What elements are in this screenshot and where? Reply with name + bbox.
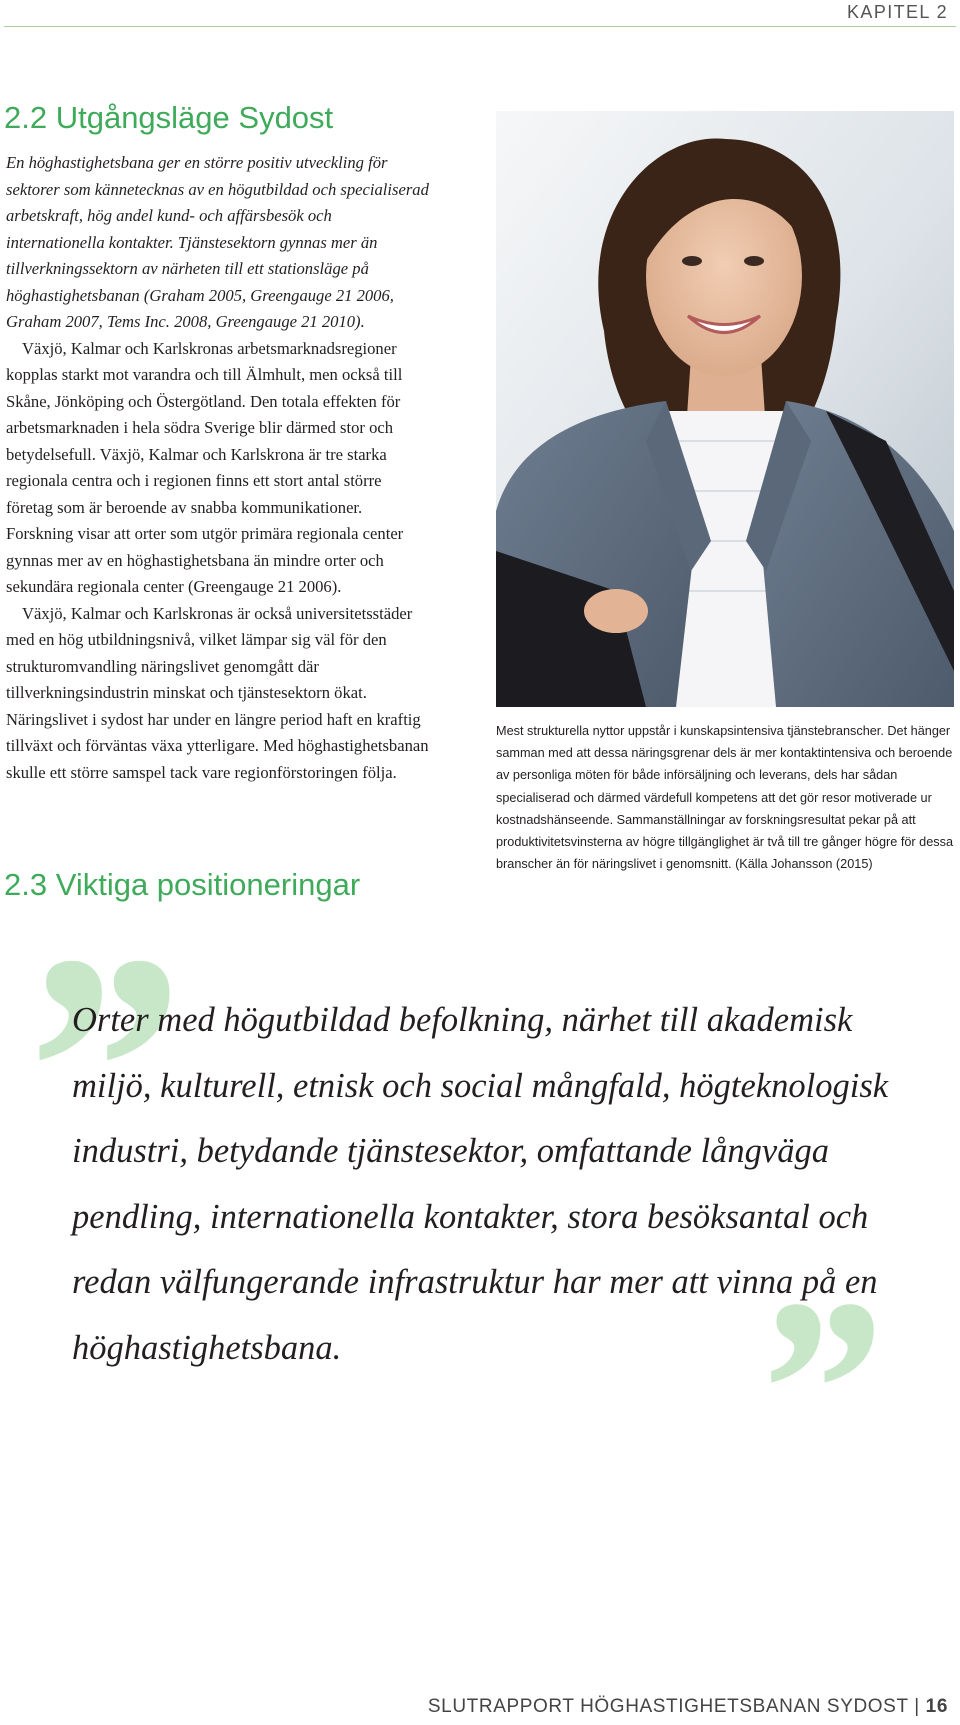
footer bbox=[428, 1696, 948, 1718]
open-quote-mark: ” bbox=[10, 887, 175, 1252]
footer-title: SLUTRAPPORT HÖGHASTIGHETSBANAN SYDOST bbox=[427, 1696, 909, 1717]
chapter-label: KAPITEL 2 bbox=[847, 2, 948, 22]
body-column bbox=[6, 150, 430, 786]
close-quote-mark: ” bbox=[748, 1246, 878, 1534]
body-paragraph: Växjö, Kalmar och Karlskronas arbetsmarknadsregioner kopplas starkt mot varandra och till Älmhult, men också till Skåne, Jönköping och Östergötland. Den totala effekten för arbetsmarknaden i hela södra Sverige blir därmed stor och betydelsefull. Växjö, Kalmar och Karlskrona är tre starka regionala centra och i regionen finns ett stort antal större företag som är beroende av snabba kommunikationer. Forskning visar att orter som utgör primära regionala center gynnas mer av en höghastighetsbana än mindre orter och sekundära regionala center (Greengauge 21 2006). bbox=[6, 338, 404, 596]
woman-in-business-suit-photo bbox=[496, 111, 954, 707]
section-title-positioneringar: 2.3 Viktiga positioneringar bbox=[4, 867, 361, 902]
header-divider bbox=[4, 26, 956, 27]
woman-portrait-photo bbox=[496, 111, 954, 707]
pull-quote: Orter med högutbildad befolkning, närhet till akademisk miljö, kulturell, etnisk och social mångfald, högteknologisk industri, betydande tjänstesektor, omfattande långväga pendling, internationella kontakter, stora besöksantal och redan välfungerande infrastruktur har mer att vinna på en höghastighetsbana. bbox=[72, 1001, 889, 1367]
lead-paragraph: En höghastighetsbana ger en större positiv utveckling för sektorer som kännetecknas av en högutbildad och specialiserad arbetskraft, hög andel kund- och affärsbesök och internationella kontakter. Tjänstesektorn gynnas mer än tillverkningssektorn av närheten till ett stationsläge på höghastighetsbanan (Graham 2005, Greengauge 21 2006, Graham 2007, Tems Inc. 2008, Greengauge 21 2010). bbox=[6, 153, 429, 331]
section-title-utgangslage: 2.2 Utgångsläge Sydost bbox=[4, 100, 334, 135]
body-paragraph: Växjö, Kalmar och Karlskronas är också universitetsstäder med en hög utbildningsnivå, vilket lämpar sig väl för den strukturomvandling näringslivet genomgått där tillverkningsindustrin minskat och tjänstesektorn ökat. Näringslivet i sydost har under en längre period haft en kraftig tillväxt och förväntas växa ytterligare. Med höghastighetsbanan skulle ett större samspel tack vare regionförstoringen följa. bbox=[6, 603, 429, 782]
page-number: 16 bbox=[925, 1696, 948, 1717]
footer-separator: | bbox=[914, 1696, 920, 1717]
photo-caption: Mest strukturella nyttor uppstår i kunskapsintensiva tjänstebranscher. Det hänger samman med att dessa näringsgrenar dels är mer kontaktintensiva och beroende av personliga möten för både införsäljning och leverans, dels har sådan specialiserad och därmed värdefull kompetens att det gör resor motiverade ur kostnadshänseende. Sammanställningar av forskningsresultat pekar på att produktivitetsvinsterna av högre tillgänglighet är två till tre gånger högre för dessa branscher än för näringslivet i genomsnitt. (Källa Johansson (2015) bbox=[496, 724, 954, 872]
